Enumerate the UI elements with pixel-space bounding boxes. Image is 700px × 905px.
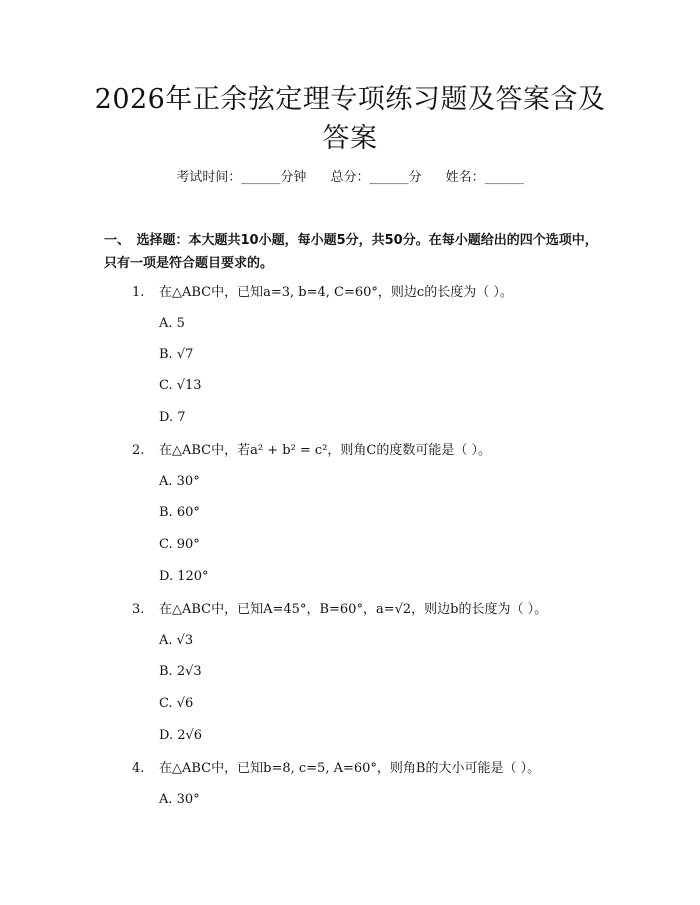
exam-info-line — [0, 168, 700, 188]
question-4-option-a: A. 30° — [159, 792, 200, 807]
exam-name-field: 姓名：______ — [445, 170, 524, 185]
question-number: 2. — [132, 443, 145, 458]
question-1-option-d: D. 7 — [159, 410, 186, 425]
document-title: 2026年正余弦定理专项练习题及答案含及答案 — [94, 84, 606, 154]
section-heading: 一、 选择题：本大题共10小题，每小题5分，共50分。在每小题给出的四个选项中，只有一项是符合题目要求的。 — [104, 233, 598, 271]
exam-time-field: 考试时间：______分钟 — [176, 170, 307, 185]
question-number: 3. — [132, 602, 145, 617]
question-2-option-d: D. 120° — [159, 569, 209, 584]
question-1-option-c: C. √13 — [159, 378, 202, 393]
question-text: 在△ABC中，已知A=45°，B=60°，a=√2，则边b的长度为（ ）。 — [159, 602, 548, 617]
question-2-option-a: A. 30° — [159, 474, 200, 489]
question-number: 1. — [132, 285, 145, 300]
question-3-option-d: D. 2√6 — [159, 728, 203, 743]
question-1-option-b: B. √7 — [159, 347, 194, 362]
question-3-option-c: C. √6 — [159, 696, 194, 711]
question-number: 4. — [132, 761, 145, 776]
question-1-option-a: A. 5 — [159, 316, 185, 331]
question-2-option-b: B. 60° — [159, 505, 200, 520]
exam-score-field: 总分：______分 — [330, 170, 422, 185]
question-text: 在△ABC中，已知b=8, c=5, A=60°，则角B的大小可能是（ ）。 — [159, 761, 541, 776]
question-3-option-b: B. 2√3 — [159, 664, 202, 679]
question-text: 在△ABC中，已知a=3, b=4, C=60°，则边c的长度为（ ）。 — [159, 285, 513, 300]
question-2-option-c: C. 90° — [159, 537, 200, 552]
question-text: 在△ABC中，若a² + b² = c²，则角C的度数可能是（ ）。 — [159, 443, 492, 458]
question-3-option-a: A. √3 — [159, 633, 194, 648]
